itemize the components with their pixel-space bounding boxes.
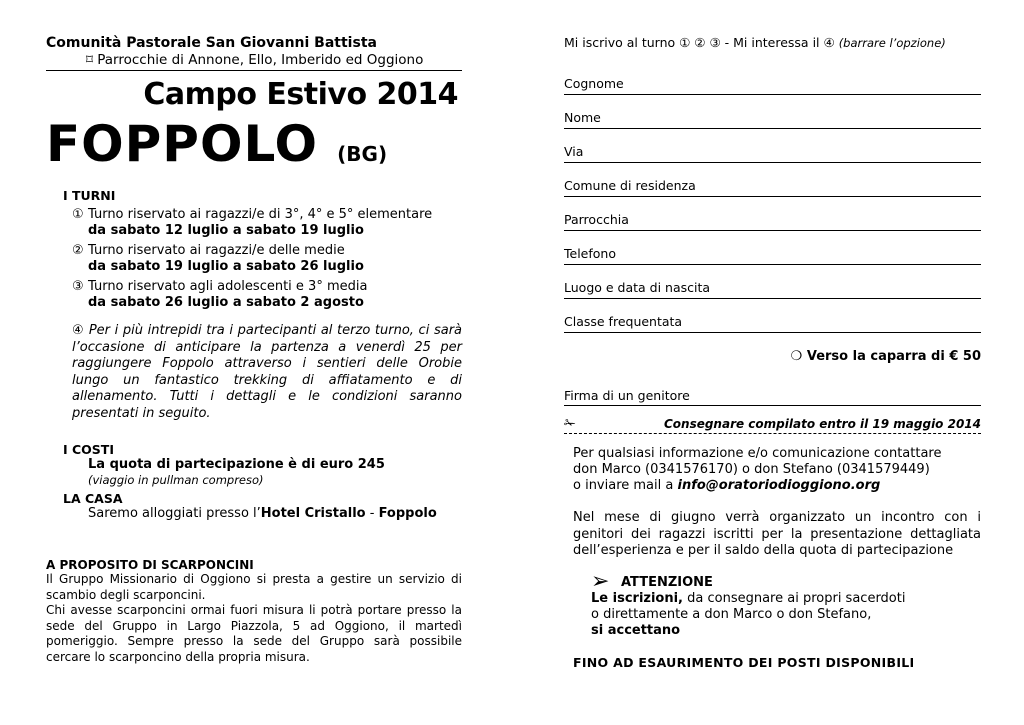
- field-telefono[interactable]: Telefono: [564, 244, 981, 265]
- right-column: [564, 30, 981, 670]
- field-parrocchia[interactable]: Parrocchia: [564, 210, 981, 231]
- place-name: FOPPOLO: [46, 115, 319, 173]
- cut-line: [564, 413, 981, 434]
- casa-place: Foppolo: [378, 506, 437, 521]
- turn-number: ①: [72, 207, 84, 222]
- parishes-text: Parrocchie di Annone, Ello, Imberido ed Oggiono: [97, 52, 424, 68]
- casa-heading: LA CASA: [63, 491, 123, 506]
- costi-heading: I COSTI: [63, 442, 114, 457]
- special-number: ④: [72, 323, 85, 338]
- camp-title: Campo Estivo 2014: [143, 77, 458, 112]
- scarponcini-text-2: Chi avesse scarponcini ormai fuori misura li potrà portare presso la sede del Gruppo in Largo Piazzola, 5 ad Oggiono, il martedì pomeriggio. Sempre presso la sede del Gruppo sarà possibile cercare lo scarponcino della propria misura.: [46, 603, 462, 664]
- turn-item: [72, 207, 462, 239]
- field-luogo-data-nascita[interactable]: Luogo e data di nascita: [564, 278, 981, 299]
- field-classe[interactable]: Classe frequentata: [564, 312, 981, 333]
- turn-dates: da sabato 19 luglio a sabato 26 luglio: [88, 259, 364, 274]
- meeting-note: Nel mese di giugno verrà organizzato un incontro con i genitori dei ragazzi iscritti per la presentazione dettagliata dell’esperienza e per il saldo della quota di partecipazione: [573, 510, 981, 558]
- attention-bold-2: si accettano: [591, 622, 681, 638]
- info-mail-prefix: o inviare mail a: [573, 478, 678, 493]
- arrow-icon: ➢: [591, 568, 610, 594]
- enroll-options: [564, 35, 981, 50]
- casa-text: [88, 506, 462, 522]
- trekking-note: [72, 323, 462, 422]
- form-fields: [564, 74, 981, 333]
- attention-heading: ATTENZIONE: [621, 574, 713, 590]
- turn-item: [72, 279, 462, 311]
- final-notice: FINO AD ESAURIMENTO DEI POSTI DISPONIBILI: [573, 654, 915, 670]
- contact-info: [573, 446, 981, 494]
- scissors-icon: ✁: [564, 416, 576, 432]
- turn-dates: da sabato 26 luglio a sabato 2 agosto: [88, 295, 364, 310]
- info-line-2: don Marco (0341576170) o don Stefano (0341579449): [573, 462, 930, 477]
- special-text: Per i più intrepidi tra i partecipanti al terzo turno, ci sarà l’occasione di anticipare la partenza a venerdì 25 per raggiungere Foppolo attraverso i sentieri delle Orobie lungo un fantastico trekking di affiatamento e di allenamento. Tutti i dettagli e le condizioni saranno presentati in seguito.: [72, 323, 463, 421]
- turn-number: ②: [72, 243, 84, 258]
- field-nome[interactable]: Nome: [564, 108, 981, 129]
- scarponcini-heading: A PROPOSITO DI SCARPONCINI: [46, 558, 254, 572]
- casa-prefix: Saremo alloggiati presso l’: [88, 506, 261, 521]
- deadline-text: Consegnare compilato entro il 19 maggio 2014: [663, 417, 981, 431]
- caparra-option[interactable]: [564, 349, 981, 364]
- enroll-text: Mi iscrivo al turno ① ② ③ - Mi interessa il ④: [564, 35, 835, 50]
- place-heading: [46, 114, 462, 174]
- turn-description: Turno riservato ai ragazzi/e di 3°, 4° e 5° elementare: [88, 207, 433, 222]
- turn-description: Turno riservato ai ragazzi/e delle medie: [88, 243, 345, 258]
- org-subtitle: [46, 52, 462, 71]
- org-title: Comunità Pastorale San Giovanni Battista: [46, 35, 377, 51]
- turn-item: [72, 243, 462, 275]
- caparra-text: Verso la caparra di € 50: [806, 349, 981, 364]
- attention-box: [591, 568, 981, 639]
- casa-separator: -: [365, 506, 379, 521]
- parish-icon: ⌑: [86, 52, 93, 68]
- attention-bold-1: Le iscrizioni,: [591, 590, 683, 606]
- info-line-1: Per qualsiasi informazione e/o comunicazione contattare: [573, 446, 942, 461]
- enroll-hint: (barrare l’opzione): [838, 36, 946, 50]
- scarponcini-text-1: Il Gruppo Missionario di Oggiono si presta a gestire un servizio di scambio degli scarponcini.: [46, 572, 462, 602]
- field-comune[interactable]: Comune di residenza: [564, 176, 981, 197]
- turn-description: Turno riservato agli adolescenti e 3° media: [88, 279, 368, 294]
- email-link[interactable]: info@oratoriodioggiono.org: [677, 478, 881, 493]
- costi-text: La quota di partecipazione è di euro 245: [88, 457, 385, 472]
- place-province: (BG): [337, 142, 388, 166]
- attention-text-1: da consegnare ai propri sacerdoti: [683, 590, 906, 606]
- turn-dates: da sabato 12 luglio a sabato 19 luglio: [88, 223, 364, 238]
- attention-text-2: o direttamente a don Marco o don Stefano,: [591, 606, 872, 622]
- field-via[interactable]: Via: [564, 142, 981, 163]
- info-line-3: [573, 478, 981, 494]
- left-column: [46, 30, 462, 665]
- turni-heading: I TURNI: [63, 188, 116, 203]
- field-firma-genitore[interactable]: Firma di un genitore: [564, 386, 981, 406]
- circle-checkbox-icon: ❍: [790, 349, 803, 364]
- costi-note: (viaggio in pullman compreso): [88, 473, 264, 487]
- turn-number: ③: [72, 279, 84, 294]
- hotel-name: Hotel Cristallo: [260, 506, 366, 521]
- field-cognome[interactable]: Cognome: [564, 74, 981, 95]
